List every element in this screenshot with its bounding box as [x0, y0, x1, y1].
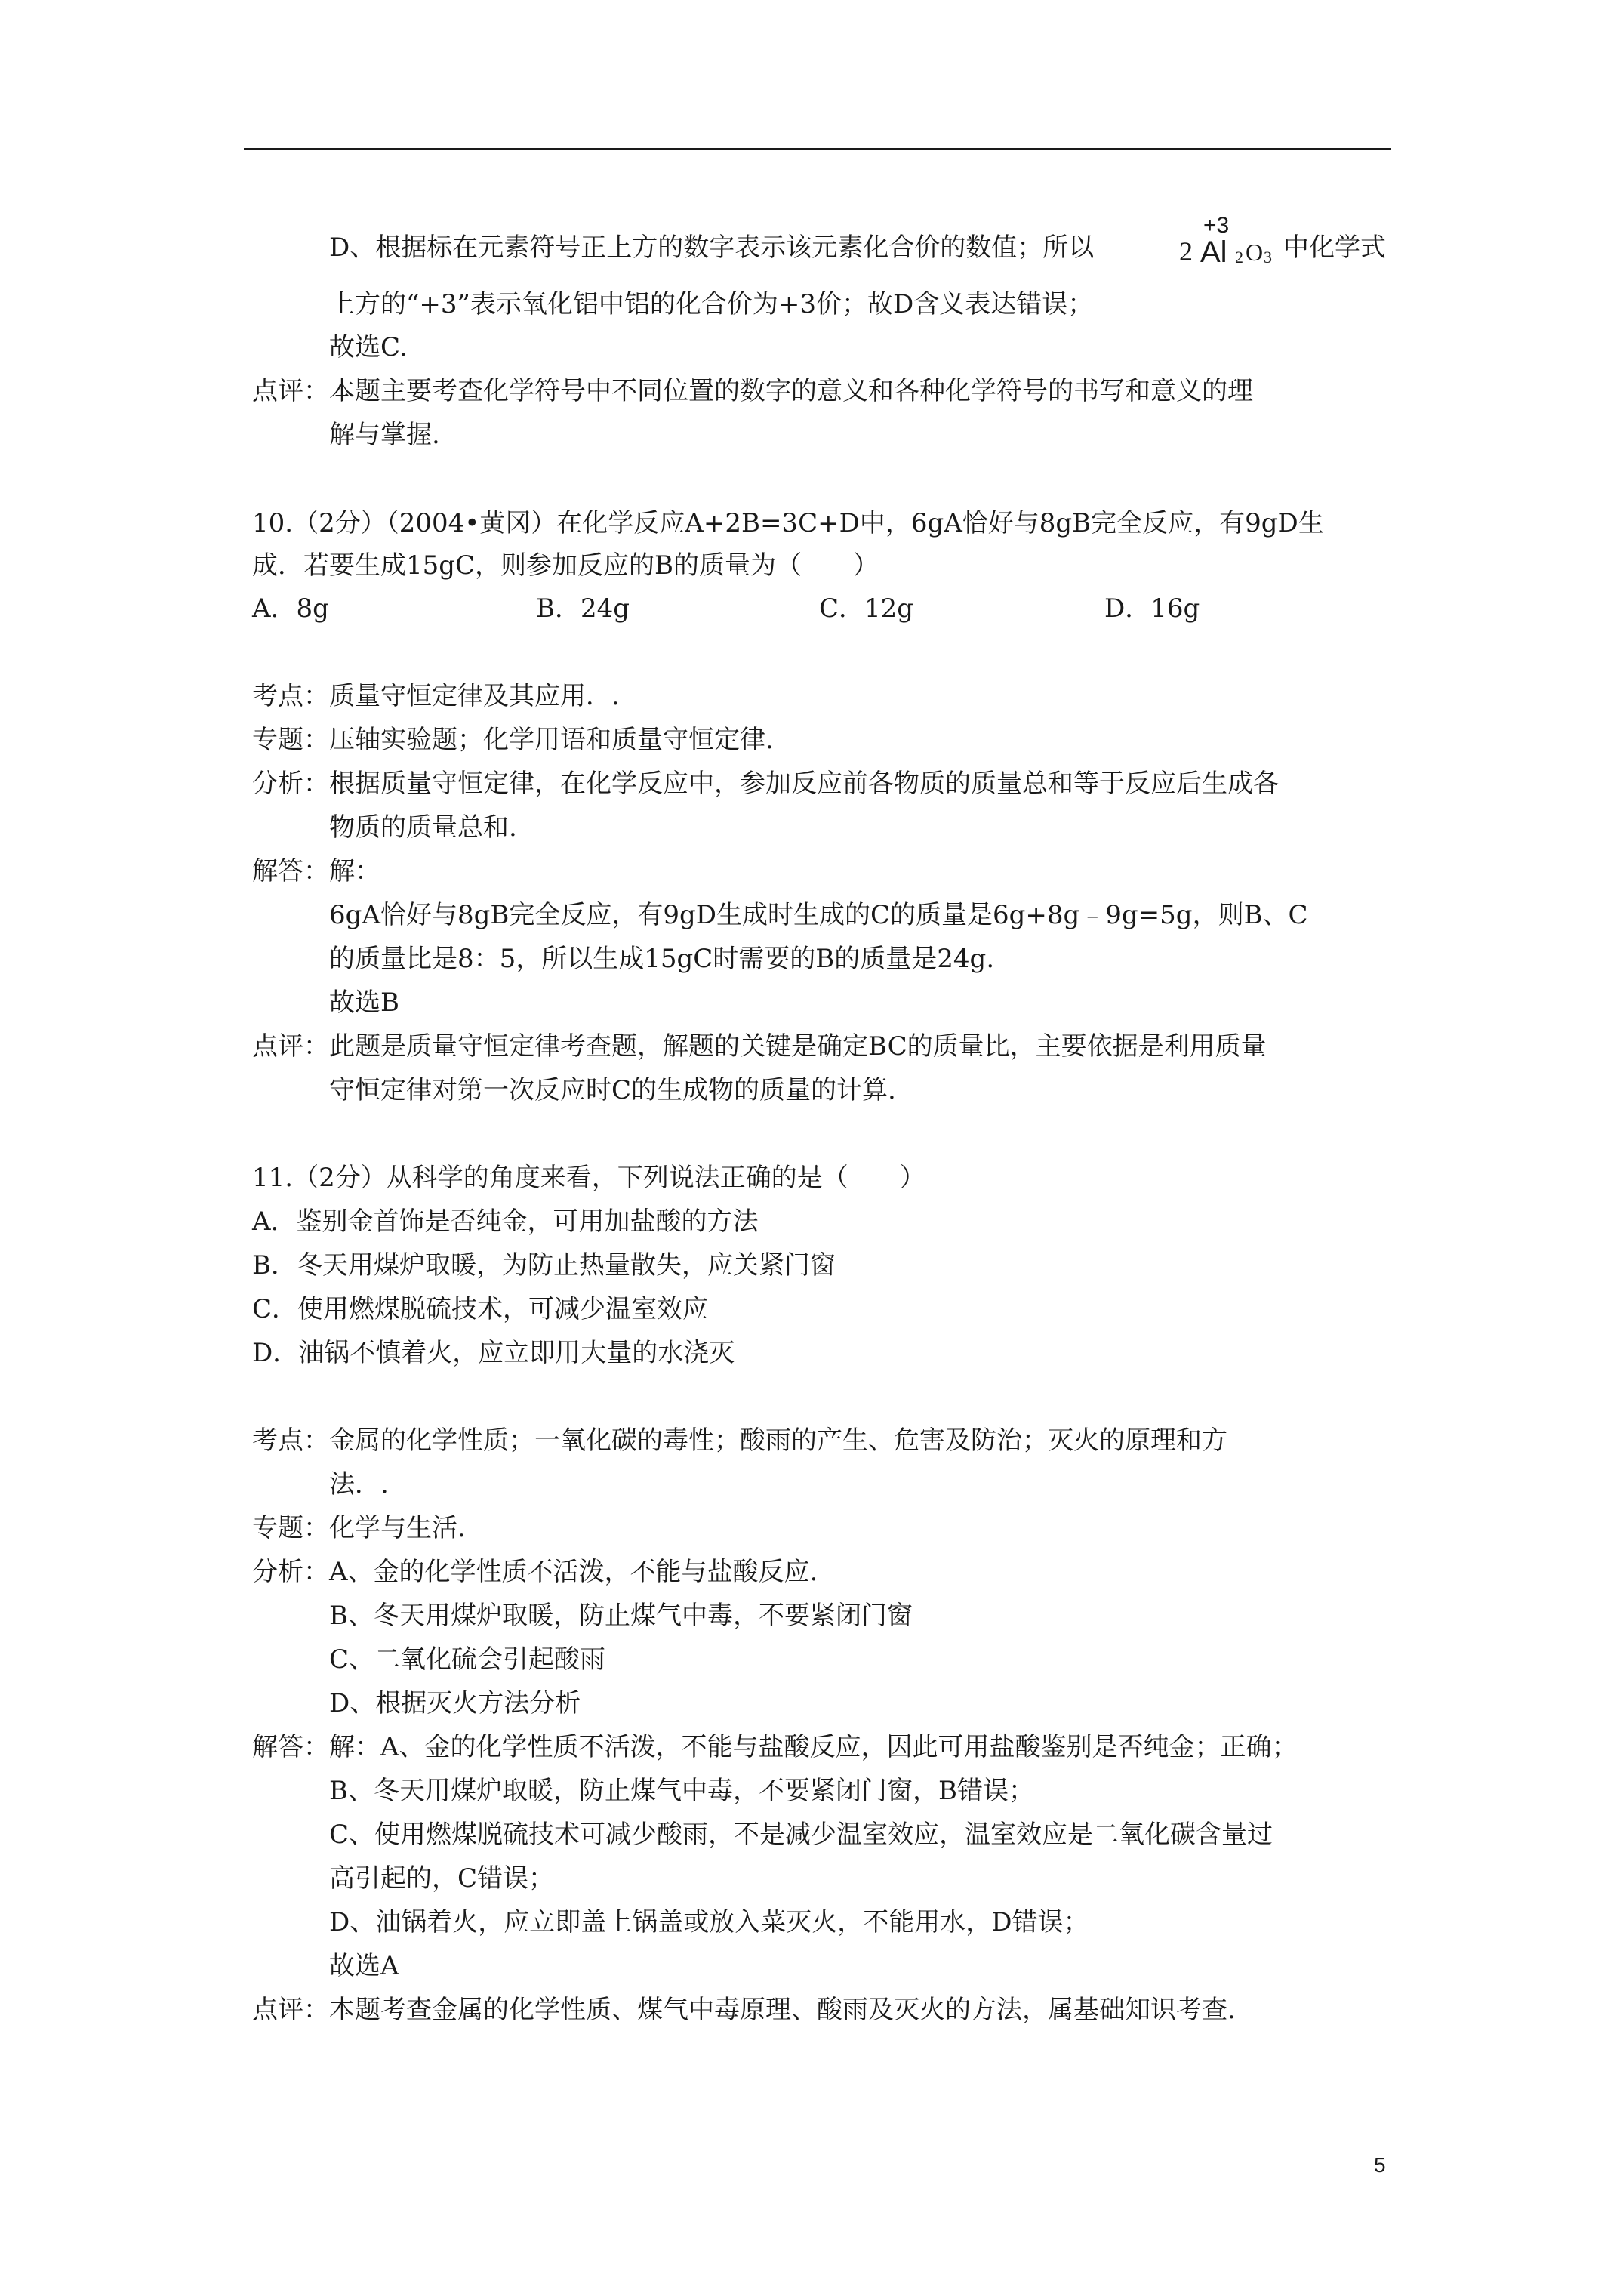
q10-stem-line1: 10.（2分）（2004•黄冈）在化学反应A+2B=3C+D中，6gA恰好与8gB完全反应，有9gD生	[252, 508, 1324, 538]
q10-option-a: A．8g	[252, 593, 329, 624]
q10-jieda-line1: 6gA恰好与8gB完全反应，有9gD生成时生成的C的质量是6g+8g﹣9g=5g，则B、C	[329, 900, 1308, 930]
q11-dianping: 点评：本题考查金属的化学性质、煤气中毒原理、酸雨及灭火的方法，属基础知识考查.	[252, 1995, 1236, 2025]
q11-kaodian-line2: 法．.	[329, 1469, 389, 1499]
q10-dianping-line1: 点评：此题是质量守恒定律考查题，解题的关键是确定BC的质量比，主要依据是利用质量	[252, 1031, 1267, 1062]
q10-zhuanti: 专题：压轴实验题；化学用语和质量守恒定律.	[252, 725, 774, 755]
q11-zhuanti: 专题：化学与生活.	[252, 1513, 466, 1543]
q11-jieda-line4: 高引起的，C错误；	[329, 1863, 555, 1894]
q11-jieda-line6: 故选A	[329, 1951, 399, 1981]
q11-option-b: B．冬天用煤炉取暖，为防止热量散失，应关紧门窗	[252, 1250, 836, 1281]
formula-subscript: 2	[1235, 248, 1243, 267]
formula-symbol: Al	[1200, 236, 1227, 269]
q9-answer: 故选C.	[329, 332, 408, 362]
q9-comment-line1: 点评：本题主要考查化学符号中不同位置的数字的意义和各种化学符号的书写和意义的理	[252, 376, 1253, 406]
formula-al2o3	[1179, 213, 1277, 273]
formula-charge: +3	[1203, 213, 1230, 238]
q11-jieda-line5: D、油锅着火，应立即盖上锅盖或放入菜灭火，不能用水，D错误；	[329, 1907, 1089, 1937]
page-number: 5	[1374, 2153, 1386, 2177]
q11-jieda-line2: B、冬天用煤炉取暖，防止煤气中毒，不要紧闭门窗，B错误；	[329, 1776, 1034, 1806]
q11-stem: 11.（2分）从科学的角度来看，下列说法正确的是（ ）	[252, 1163, 925, 1193]
q11-fenxi-line4: D、根据灭火方法分析	[329, 1688, 581, 1718]
q10-fenxi-line2: 物质的质量总和.	[329, 812, 517, 843]
formula-subscript: 3	[1264, 248, 1272, 267]
q9-option-d-line1: D、根据标在元素符号正上方的数字表示该元素化合价的数值；所以	[329, 233, 1095, 263]
q9-option-d-line2: 上方的“+3”表示氧化铝中铝的化合价为+3价；故D含义表达错误；	[329, 289, 1094, 319]
q10-jieda-head: 解答：解：	[252, 856, 380, 886]
header-rule	[244, 148, 1391, 150]
q11-fenxi-line1: 分析：A、金的化学性质不活泼，不能与盐酸反应.	[252, 1557, 818, 1587]
q10-stem-line2: 成．若要生成15gC，则参加反应的B的质量为（ ）	[252, 550, 879, 581]
q10-fenxi-line1: 分析：根据质量守恒定律，在化学反应中，参加反应前各物质的质量总和等于反应后生成各	[252, 769, 1279, 799]
q11-option-d: D．油锅不慎着火，应立即用大量的水浇灭	[252, 1338, 735, 1368]
q11-option-c: C．使用燃煤脱硫技术，可减少温室效应	[252, 1294, 709, 1324]
q10-option-b: B．24g	[536, 593, 630, 624]
q11-fenxi-line2: B、冬天用煤炉取暖，防止煤气中毒，不要紧闭门窗	[329, 1601, 913, 1631]
q10-kaodian: 考点：质量守恒定律及其应用．.	[252, 681, 620, 711]
q11-fenxi-line3: C、二氧化硫会引起酸雨	[329, 1644, 606, 1675]
formula-coefficient: 2	[1179, 236, 1193, 267]
q9-comment-line2: 解与掌握.	[329, 420, 440, 450]
q11-option-a: A．鉴别金首饰是否纯金，可用加盐酸的方法	[252, 1207, 759, 1237]
q9-option-d-line1-end: 中化学式	[1283, 233, 1386, 263]
q10-jieda-line2: 的质量比是8：5，所以生成15gC时需要的B的质量是24g.	[329, 944, 995, 974]
formula-oxygen: O	[1246, 239, 1264, 266]
q11-jieda-line1: 解答：解：A、金的化学性质不活泼，不能与盐酸反应，因此可用盐酸鉴别是否纯金；正确；	[252, 1732, 1298, 1762]
q10-option-d: D．16g	[1104, 593, 1200, 624]
q11-jieda-line3: C、使用燃煤脱硫技术可减少酸雨，不是减少温室效应，温室效应是二氧化碳含量过	[329, 1820, 1273, 1850]
q10-jieda-line3: 故选B	[329, 988, 399, 1018]
q10-option-c: C．12g	[819, 593, 914, 624]
q11-kaodian-line1: 考点：金属的化学性质；一氧化碳的毒性；酸雨的产生、危害及防治；灭火的原理和方	[252, 1425, 1227, 1456]
q10-dianping-line2: 守恒定律对第一次反应时C的生成物的质量的计算.	[329, 1075, 896, 1105]
